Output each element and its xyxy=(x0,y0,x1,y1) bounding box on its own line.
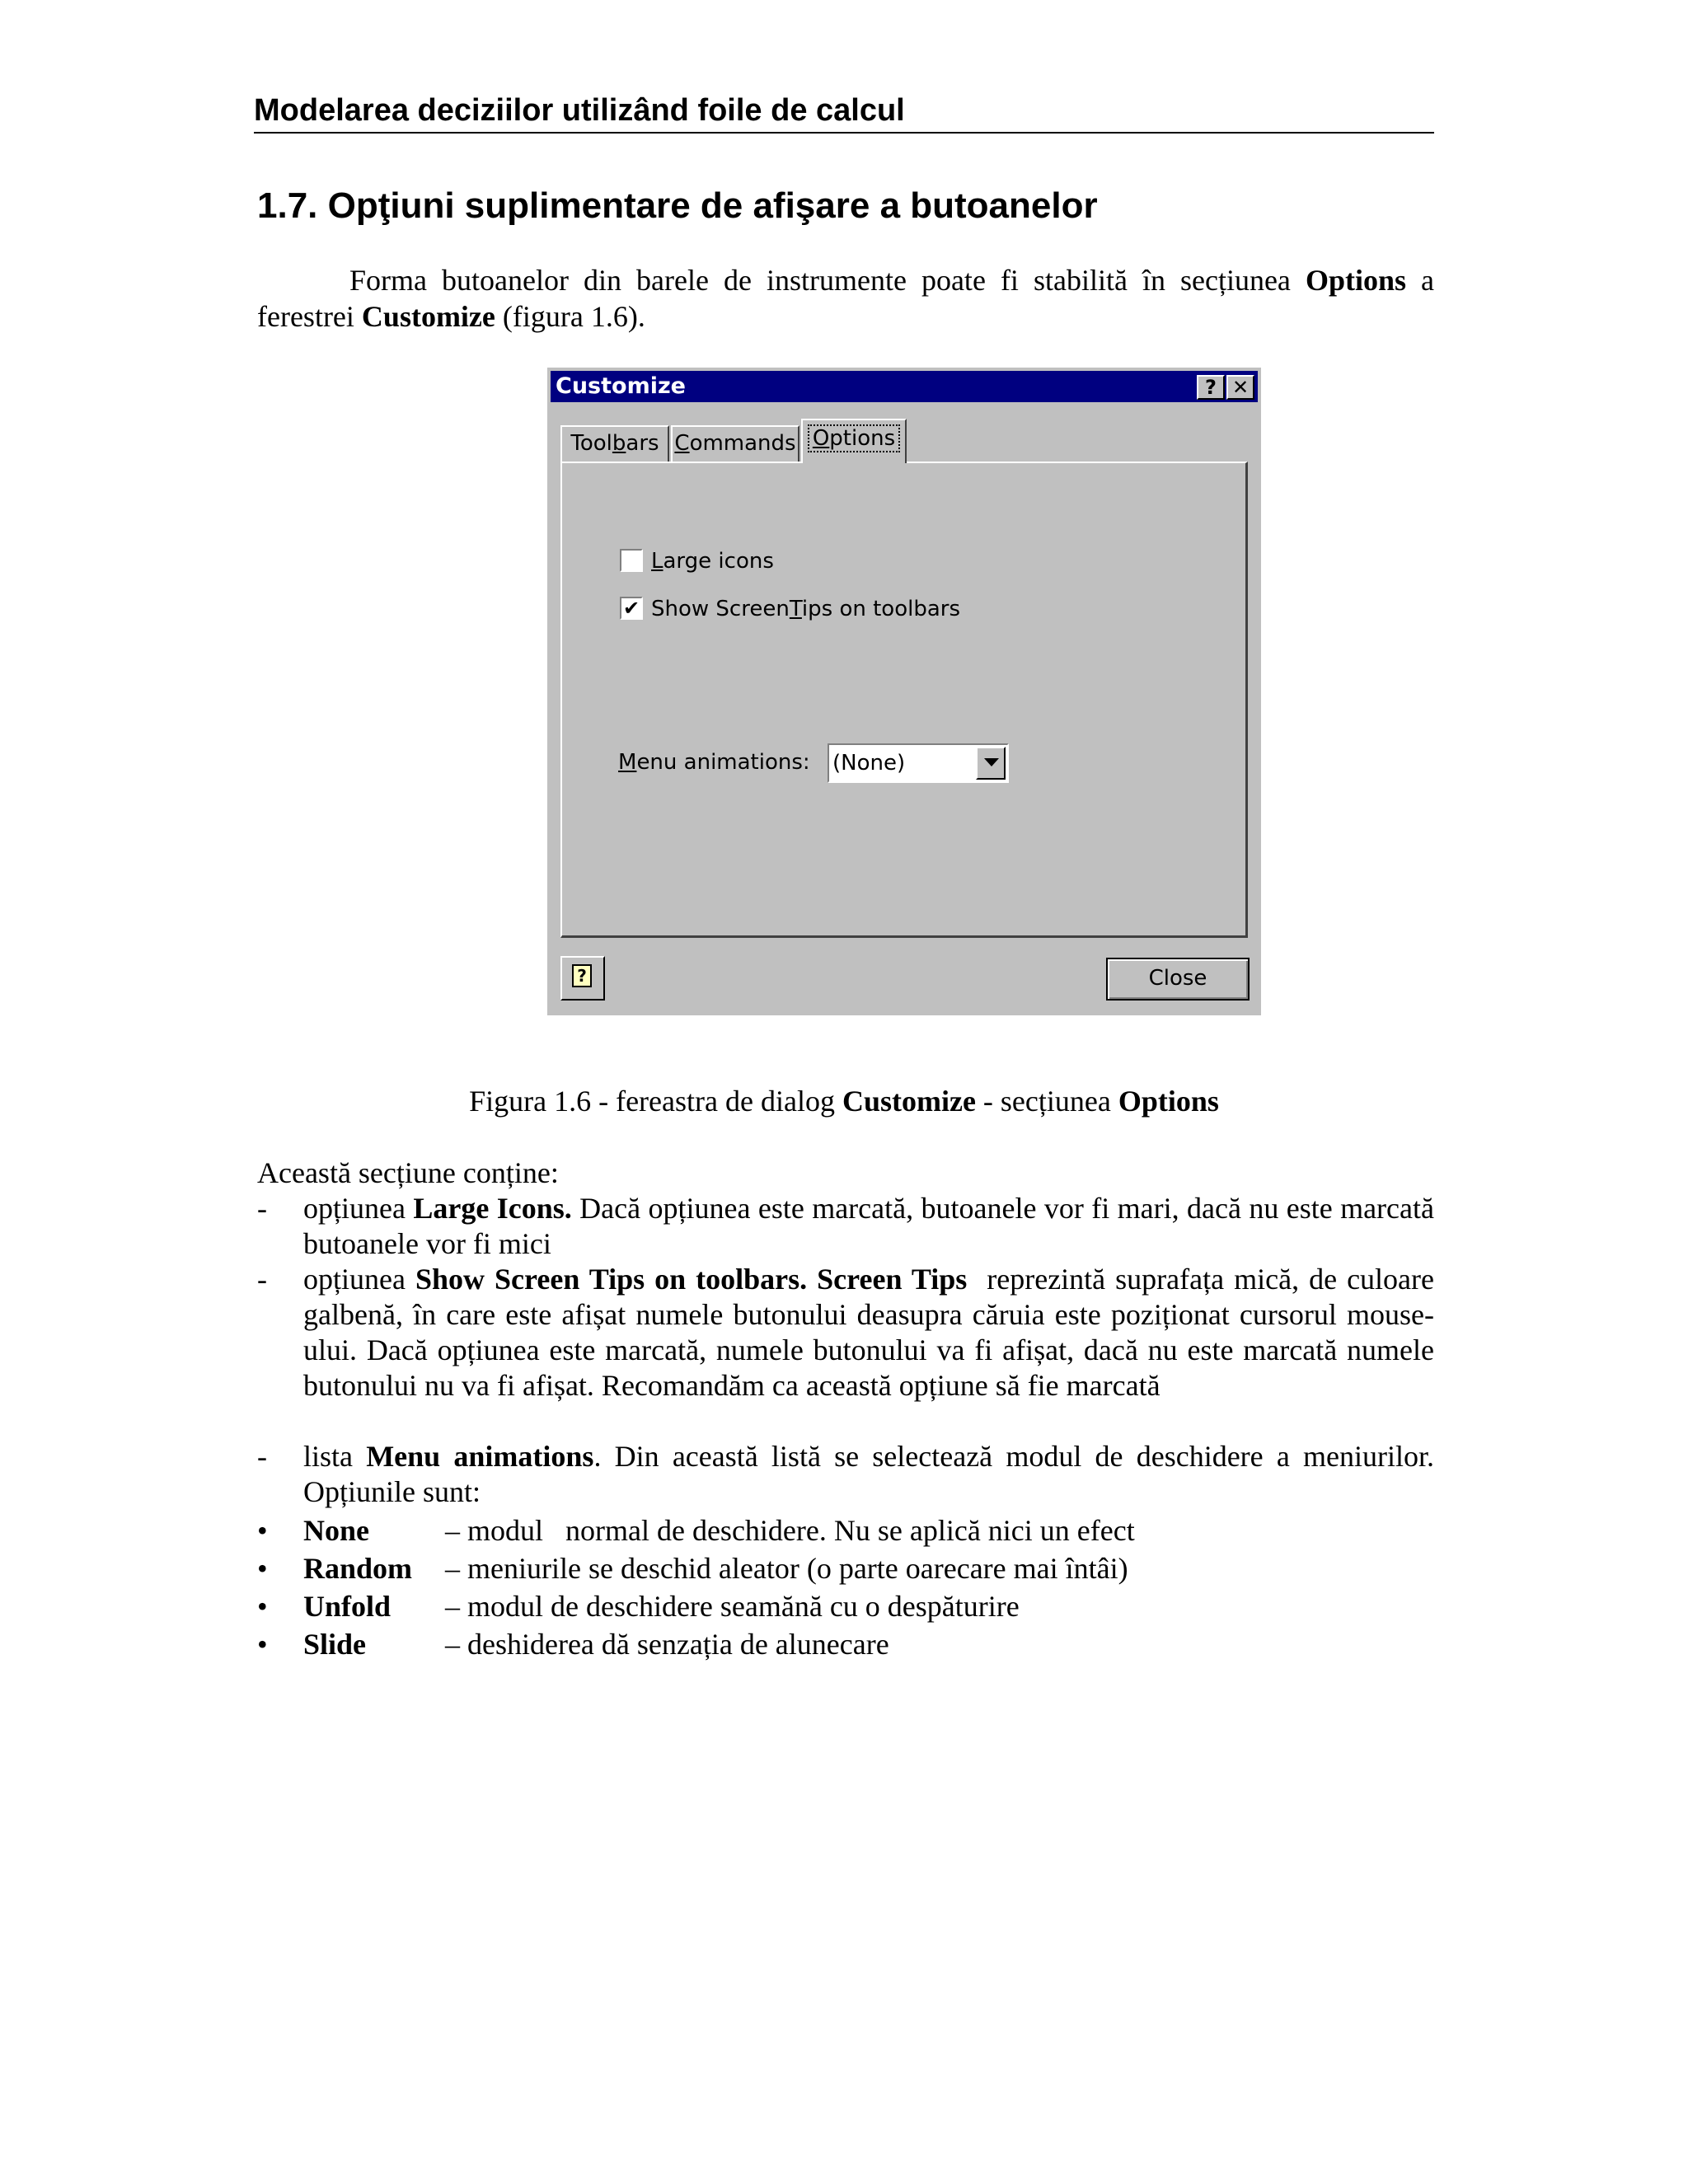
close-button[interactable]: Close xyxy=(1106,958,1250,1001)
menu-animations-value: (None) xyxy=(832,751,906,776)
list-item: - opțiunea Large Icons. Dacă opțiunea este marcată, butoanele vor fi mari, dacă nu este marcată butoanele vor fi mici xyxy=(257,1192,1434,1260)
list-item: - opțiunea Show Screen Tips on toolbars. Screen Tips reprezintă suprafața mică, de culoare galbenă, în care este afișat numele butonului deasupra căruia este poziționat cursorul mouse-ului. Dacă opțiunea este marcată, numele butonului va fi afișat, dacă nu este marcată numele butonului nu va fi afișat. Recomandăm ca această opțiune să fie marcată xyxy=(257,1263,1442,1402)
screentips-label: Show ScreenTips on toolbars xyxy=(651,597,960,621)
tab-commands[interactable]: Commands xyxy=(671,425,799,462)
tab-options[interactable]: Options xyxy=(801,419,907,463)
large-icons-label: Large icons xyxy=(651,549,774,574)
dialog-title: Customize xyxy=(556,373,686,399)
dialog-titlebar xyxy=(551,371,1258,402)
list-intro: Această secțiune conține: xyxy=(257,1156,559,1189)
page-header: Modelarea deciziilor utilizând foile de calcul xyxy=(254,91,1434,134)
customize-dialog xyxy=(547,368,1261,1015)
large-icons-checkbox[interactable] xyxy=(620,549,643,572)
figure-caption: Figura 1.6 - fereastra de dialog Customize - secțiunea Options xyxy=(469,1085,1219,1118)
intro-paragraph: Forma butoanelor din barele de instrumente poate fi stabilită în secțiunea Options a ferestrei Customize (figura 1.6). xyxy=(257,264,1434,333)
menu-animations-select[interactable] xyxy=(828,743,1009,783)
screentips-checkbox[interactable]: ✔ xyxy=(620,597,643,620)
list-item: - lista Menu animations. Din această listă se selectează modul de deschidere a meniurilor. Opțiunile sunt: xyxy=(257,1440,1434,1508)
tab-toolbars[interactable]: Toolbars xyxy=(560,425,669,462)
close-icon[interactable]: ✕ xyxy=(1226,375,1254,400)
options-panel xyxy=(560,462,1248,938)
help-icon: ? xyxy=(572,964,592,987)
help-button[interactable] xyxy=(560,956,605,1001)
menu-animations-label: Menu animations: xyxy=(618,750,810,775)
context-help-button[interactable]: ? xyxy=(1197,375,1225,400)
section-title: 1.7. Opţiuni suplimentare de afişare a butoanelor xyxy=(257,185,1098,226)
chevron-down-icon[interactable] xyxy=(976,747,1006,780)
